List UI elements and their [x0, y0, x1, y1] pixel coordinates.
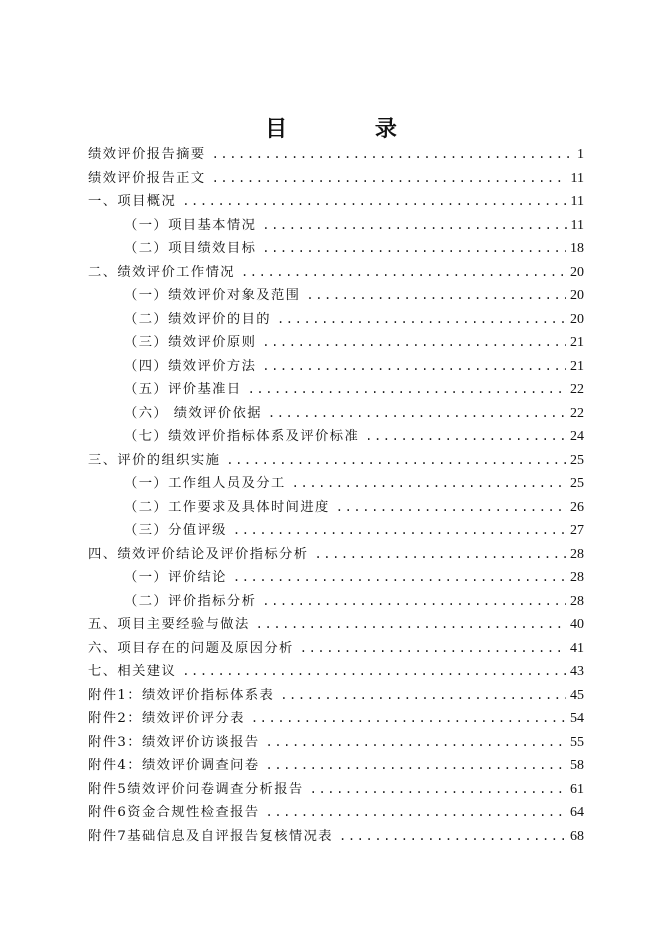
toc-entry[interactable]	[88, 425, 584, 449]
toc-entry-page-number: 24	[570, 429, 584, 444]
toc-entry-label: 二、绩效评价工作情况	[88, 264, 235, 280]
toc-leader-dots	[266, 801, 566, 825]
toc-entry-page-number: 21	[570, 358, 584, 374]
toc-entry[interactable]	[88, 519, 584, 543]
toc-leader-dots	[262, 331, 566, 355]
toc-entry[interactable]	[88, 637, 584, 661]
toc-entry-label: 附件2：绩效评价评分表	[88, 711, 245, 726]
toc-entry-label: （三）绩效评价原则	[124, 335, 257, 350]
toc-entry[interactable]	[88, 284, 584, 308]
toc-entry-label: （二）评价指标分析	[124, 593, 257, 609]
toc-entry-label: 附件1：绩效评价指标体系表	[88, 687, 275, 703]
toc-entry-label: 附件4：绩效评价调查问卷	[88, 758, 260, 773]
toc-entry-page-number: 40	[570, 617, 584, 632]
toc-title: 目 录	[265, 117, 437, 142]
toc-entry-label: （四）绩效评价方法	[124, 358, 257, 374]
toc-entry-page-number: 55	[570, 734, 584, 750]
toc-leader-dots	[280, 684, 566, 708]
toc-entry-page-number: 26	[570, 499, 584, 515]
toc-entry-page-number: 45	[570, 687, 584, 703]
toc-leader-dots	[277, 308, 566, 332]
toc-leader-dots	[365, 425, 566, 449]
toc-entry[interactable]	[88, 731, 584, 755]
toc-entry-page-number: 28	[570, 593, 584, 609]
toc-entry-label: （一）项目基本情况	[124, 217, 257, 233]
toc-entry[interactable]	[88, 378, 584, 402]
toc-leader-dots	[256, 613, 566, 637]
toc-entry-label: （一）工作组人员及分工	[124, 476, 286, 491]
toc-entry[interactable]	[88, 754, 584, 778]
toc-leader-dots	[226, 449, 566, 473]
toc-entry-label: （二）绩效评价的目的	[124, 311, 271, 327]
toc-entry-page-number: 25	[570, 452, 584, 468]
toc-entry[interactable]	[88, 613, 584, 637]
toc-entry-label: （二）工作要求及具体时间进度	[124, 499, 330, 515]
toc-entry[interactable]	[88, 778, 584, 802]
toc-entry[interactable]	[88, 660, 584, 684]
toc-entry-label: 附件5绩效评价问卷调查分析报告	[88, 781, 304, 797]
toc-entry-label: （一）评价结论	[124, 570, 227, 585]
toc-entry[interactable]	[88, 261, 584, 285]
toc-leader-dots	[241, 261, 566, 285]
toc-leader-dots	[248, 378, 566, 402]
toc-entry-page-number: 58	[570, 758, 584, 773]
toc-entry-page-number: 28	[570, 546, 584, 562]
toc-entry-page-number: 20	[570, 264, 584, 280]
toc-entry-page-number: 1	[577, 147, 584, 162]
toc-leader-dots	[212, 143, 573, 167]
toc-entry[interactable]	[88, 449, 584, 473]
toc-entry-page-number: 22	[570, 405, 584, 421]
toc-leader-dots	[212, 167, 567, 191]
toc-entry-label: 三、评价的组织实施	[88, 452, 221, 468]
toc-entry-page-number: 43	[570, 664, 584, 679]
toc-entry-page-number: 41	[570, 640, 584, 656]
toc-entry[interactable]	[88, 167, 584, 191]
toc-entry[interactable]	[88, 707, 584, 731]
toc-entry[interactable]	[88, 496, 584, 520]
toc-entry-label: （七）绩效评价指标体系及评价标准	[124, 429, 360, 444]
toc-entry-label: 五、项目主要经验与做法	[88, 617, 250, 632]
toc-entry-label: 附件7基础信息及自评报告复核情况表	[88, 828, 334, 844]
toc-entry[interactable]	[88, 402, 584, 426]
toc-entry-page-number: 64	[570, 805, 584, 820]
toc-entry-page-number: 20	[570, 311, 584, 327]
toc-entry-label: 绩效评价报告正文	[88, 170, 206, 186]
toc-leader-dots	[336, 496, 566, 520]
toc-leader-dots	[310, 778, 566, 802]
toc-entry-page-number: 20	[570, 288, 584, 303]
toc-entry-label: 七、相关建议	[88, 664, 177, 679]
toc-entry-label: 六、项目存在的问题及原因分析	[88, 640, 294, 656]
toc-leader-dots	[268, 402, 566, 426]
toc-entry-page-number: 28	[570, 570, 584, 585]
toc-leader-dots	[314, 543, 566, 567]
toc-entry-page-number: 54	[570, 711, 584, 726]
toc-leader-dots	[266, 731, 566, 755]
toc-entry-label: 四、绩效评价结论及评价指标分析	[88, 546, 309, 562]
toc-leader-dots	[262, 214, 566, 238]
toc-entry[interactable]	[88, 214, 584, 238]
toc-entry-label: 附件3：绩效评价访谈报告	[88, 734, 260, 750]
toc-leader-dots	[262, 355, 566, 379]
toc-entry-page-number: 22	[570, 382, 584, 397]
toc-entry[interactable]	[88, 472, 584, 496]
toc-entry[interactable]	[88, 543, 584, 567]
toc-entry[interactable]	[88, 684, 584, 708]
toc-leader-dots	[262, 590, 566, 614]
toc-entry-page-number: 11	[570, 194, 584, 209]
toc-entry-label: （六） 绩效评价依据	[124, 405, 262, 421]
toc-entry[interactable]	[88, 190, 584, 214]
toc-leader-dots	[292, 472, 566, 496]
toc-entry-page-number: 11	[570, 170, 584, 186]
toc-leader-dots	[233, 566, 566, 590]
toc-entry[interactable]	[88, 355, 584, 379]
toc-entry[interactable]	[88, 590, 584, 614]
toc-entry-label: 一、项目概况	[88, 194, 177, 209]
toc-leader-dots	[262, 237, 566, 261]
toc-leader-dots	[182, 660, 566, 684]
toc-entry-label: （二）项目绩效目标	[124, 241, 257, 256]
toc-entry-label: 附件6资金合规性检查报告	[88, 805, 260, 820]
toc-entry[interactable]	[88, 331, 584, 355]
toc-entry-label: （三）分值评级	[124, 523, 227, 538]
toc-leader-dots	[233, 519, 566, 543]
toc-entry[interactable]	[88, 801, 584, 825]
toc-entry-label: （一）绩效评价对象及范围	[124, 288, 301, 303]
toc-entry-page-number: 68	[570, 828, 584, 844]
toc-entry-label: 绩效评价报告摘要	[88, 147, 206, 162]
toc-entry[interactable]	[88, 825, 584, 849]
toc-entry-page-number: 61	[570, 781, 584, 797]
toc-entry-page-number: 25	[570, 476, 584, 491]
toc-leader-dots	[339, 825, 566, 849]
toc-entry-page-number: 21	[570, 335, 584, 350]
toc-entry[interactable]	[88, 566, 584, 590]
toc-leader-dots	[306, 284, 566, 308]
toc-list	[88, 143, 584, 848]
toc-entry-page-number: 27	[570, 523, 584, 538]
toc-leader-dots	[266, 754, 566, 778]
toc-leader-dots	[300, 637, 566, 661]
toc-entry[interactable]	[88, 308, 584, 332]
toc-leader-dots	[182, 190, 566, 214]
toc-entry-page-number: 11	[570, 217, 584, 233]
toc-entry-label: （五）评价基准日	[124, 382, 242, 397]
toc-entry-page-number: 18	[570, 241, 584, 256]
toc-entry[interactable]	[88, 237, 584, 261]
toc-leader-dots	[251, 707, 566, 731]
toc-entry[interactable]	[88, 143, 584, 167]
